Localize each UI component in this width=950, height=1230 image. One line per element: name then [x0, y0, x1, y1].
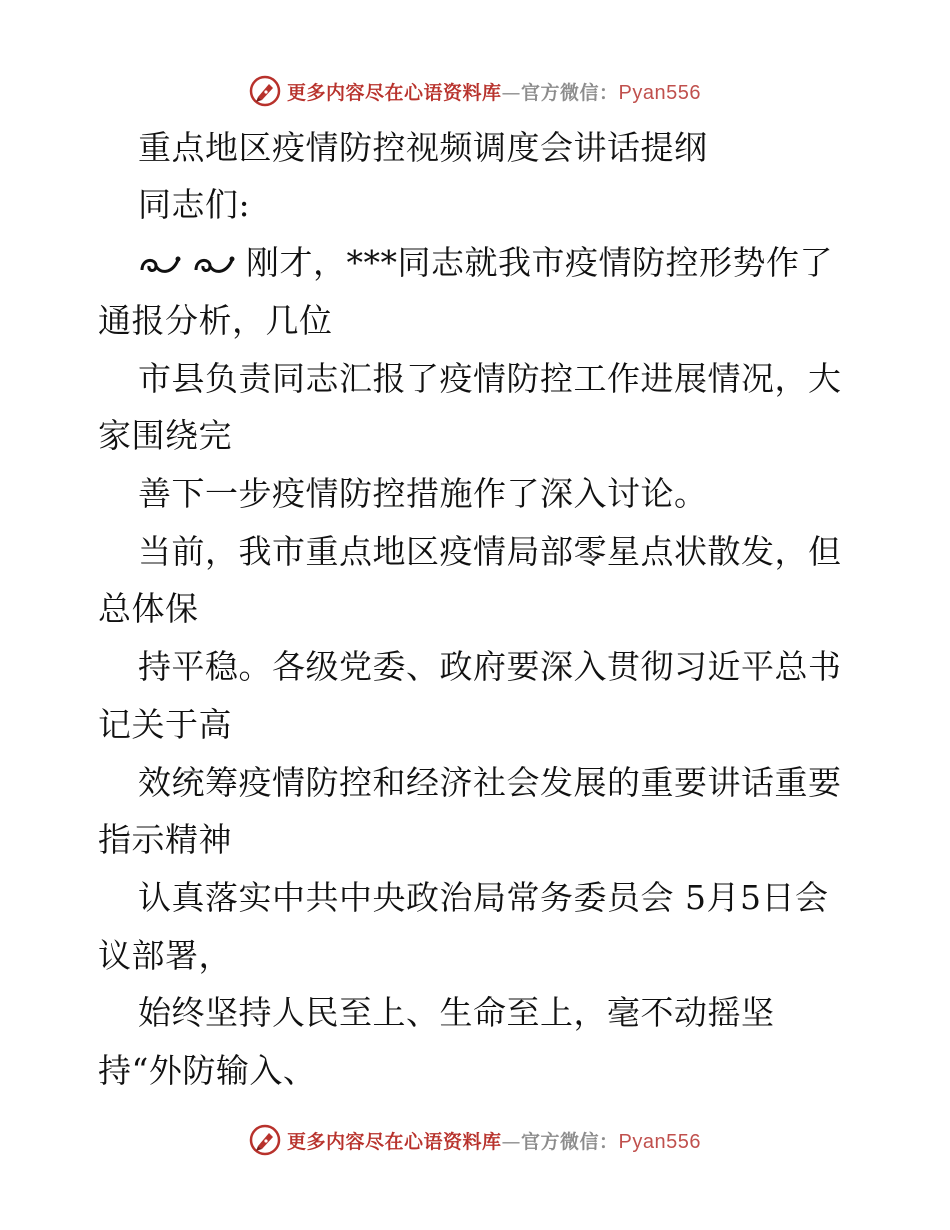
paragraph-line: 善下一步疫情防控措施作了深入讨论。: [138, 474, 708, 513]
paragraph-line: 家围绕完: [98, 416, 232, 455]
paragraph-line: 记关于高: [98, 705, 232, 744]
paragraph-line: 指示精神: [98, 820, 232, 859]
pen-nib-logo-icon: [249, 1124, 281, 1156]
paragraph-line: 总体保: [98, 589, 199, 628]
banner-main-text: 更多内容尽在心语资料库: [287, 1130, 502, 1153]
paragraph-text: 刚才，***同志就我市疫情防控形势作了: [246, 243, 833, 282]
paragraph-line: 持平稳。各级党委、政府要深入贯彻习近平总书: [138, 647, 842, 686]
banner-official-label: 官方微信：: [521, 81, 619, 104]
footer-banner: [0, 1120, 950, 1160]
paragraph-line: 持“外防输入、: [98, 1051, 317, 1090]
paragraph-line: 认真落实中共中央政治局常务委员会 5月5日会: [138, 878, 829, 917]
banner-wechat-id: Pyan556: [618, 81, 701, 104]
banner-separator: —: [501, 81, 522, 104]
paragraph-line: 市县负责同志汇报了疫情防控工作进展情况，大: [138, 359, 842, 398]
paragraph-line: 始终坚持人民至上、生命至上，毫不动摇坚: [138, 993, 775, 1032]
paragraph-line: [138, 243, 833, 283]
swirl-ornament-icon: [192, 250, 236, 280]
salutation: 同志们:: [138, 185, 251, 224]
banner-separator: —: [501, 1130, 522, 1153]
paragraph-line: 通报分析，几位: [98, 301, 333, 340]
document-title: 重点地区疫情防控视频调度会讲话提纲: [138, 128, 708, 167]
banner-wechat-id: Pyan556: [618, 1130, 701, 1153]
paragraph-line: 当前，我市重点地区疫情局部零星点状散发，但: [138, 532, 842, 571]
paragraph-line: 议部署，: [98, 936, 232, 975]
swirl-ornament-icon: [138, 250, 182, 280]
paragraph-line: 效统筹疫情防控和经济社会发展的重要讲话重要: [138, 763, 842, 802]
banner-main-text: 更多内容尽在心语资料库: [287, 81, 502, 104]
banner-official-label: 官方微信：: [521, 1130, 619, 1153]
